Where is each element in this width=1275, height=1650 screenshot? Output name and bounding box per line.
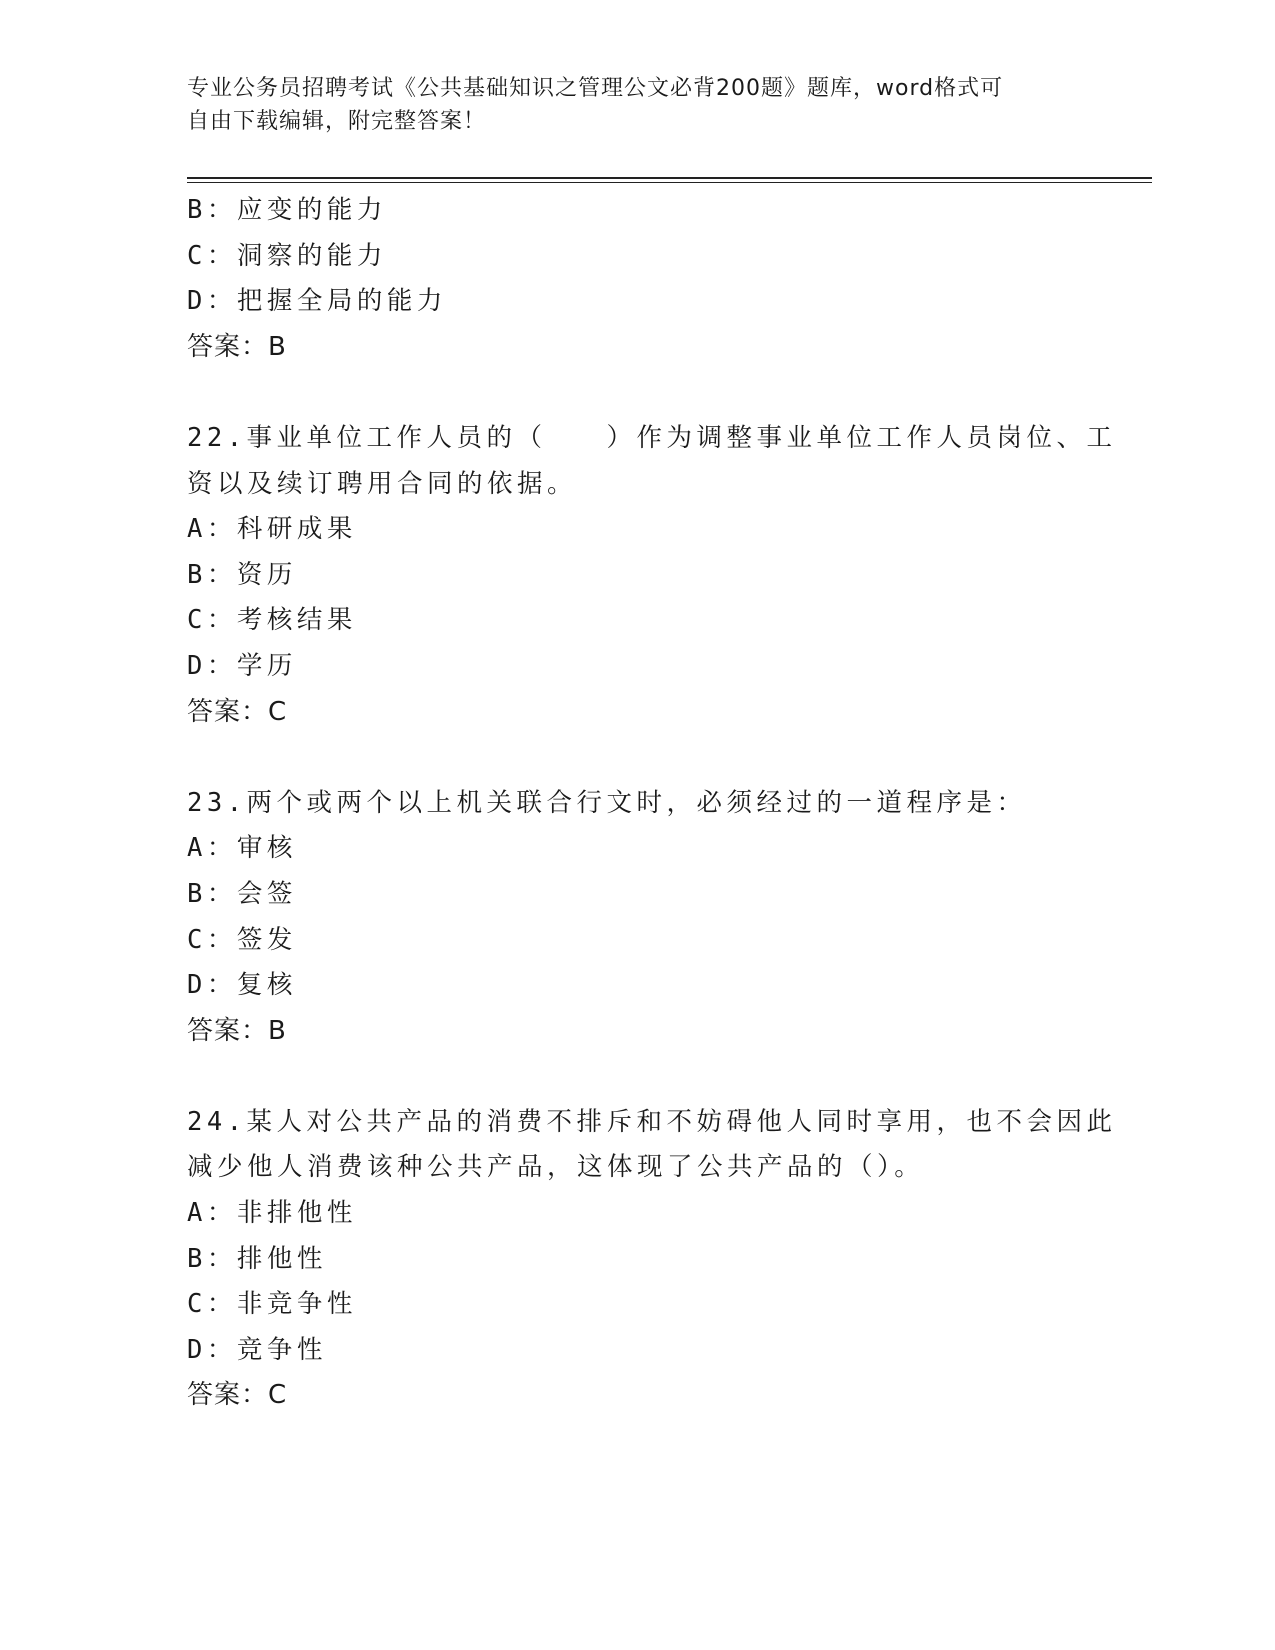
option-a: A：审核 <box>187 833 297 864</box>
question-list <box>187 188 1117 1419</box>
question-stem-continued: 资以及续订聘用合同的依据。 <box>187 468 578 499</box>
header-divider-thin <box>187 182 1152 183</box>
option-b: B：排他性 <box>187 1243 327 1274</box>
answer-line: 答案：C <box>187 696 288 727</box>
option-c: C：非竞争性 <box>187 1289 357 1320</box>
document-header <box>187 72 1067 138</box>
header-line-2: 自由下载编辑，附完整答案！ <box>187 109 487 134</box>
question-stem-continued: 减少他人消费该种公共产品，这体现了公共产品的（）。 <box>187 1152 925 1183</box>
option-b: B：资历 <box>187 559 297 590</box>
header-line-1: 专业公务员招聘考试《公共基础知识之管理公文必背200题》题库，word格式可 <box>187 76 1004 101</box>
option-d: D：学历 <box>187 650 297 681</box>
question-block-24 <box>187 1100 1117 1419</box>
option-d: D：竞争性 <box>187 1334 327 1365</box>
answer-line: 答案：C <box>187 1380 288 1411</box>
option-b: B：应变的能力 <box>187 195 387 225</box>
question-stem: 24.某人对公共产品的消费不排斥和不妨碍他人同时享用，也不会因此 <box>187 1106 1117 1137</box>
question-block-22 <box>187 416 1117 735</box>
header-divider-thick <box>187 177 1152 179</box>
option-d: D：复核 <box>187 970 297 1001</box>
option-a: A：科研成果 <box>187 514 357 545</box>
option-a: A：非排他性 <box>187 1198 357 1229</box>
question-block-21 <box>187 188 1087 370</box>
option-c: C：洞察的能力 <box>187 240 387 271</box>
option-b: B：会签 <box>187 878 297 909</box>
question-block-23 <box>187 781 1087 1055</box>
question-stem: 22.事业单位工作人员的（ ）作为调整事业单位工作人员岗位、工 <box>187 422 1117 453</box>
answer-line: 答案：B <box>187 331 287 362</box>
option-d: D：把握全局的能力 <box>187 286 447 317</box>
option-c: C：签发 <box>187 924 297 955</box>
answer-line: 答案：B <box>187 1015 287 1046</box>
option-c: C：考核结果 <box>187 605 357 636</box>
question-stem: 23.两个或两个以上机关联合行文时，必须经过的一道程序是： <box>187 787 1027 818</box>
